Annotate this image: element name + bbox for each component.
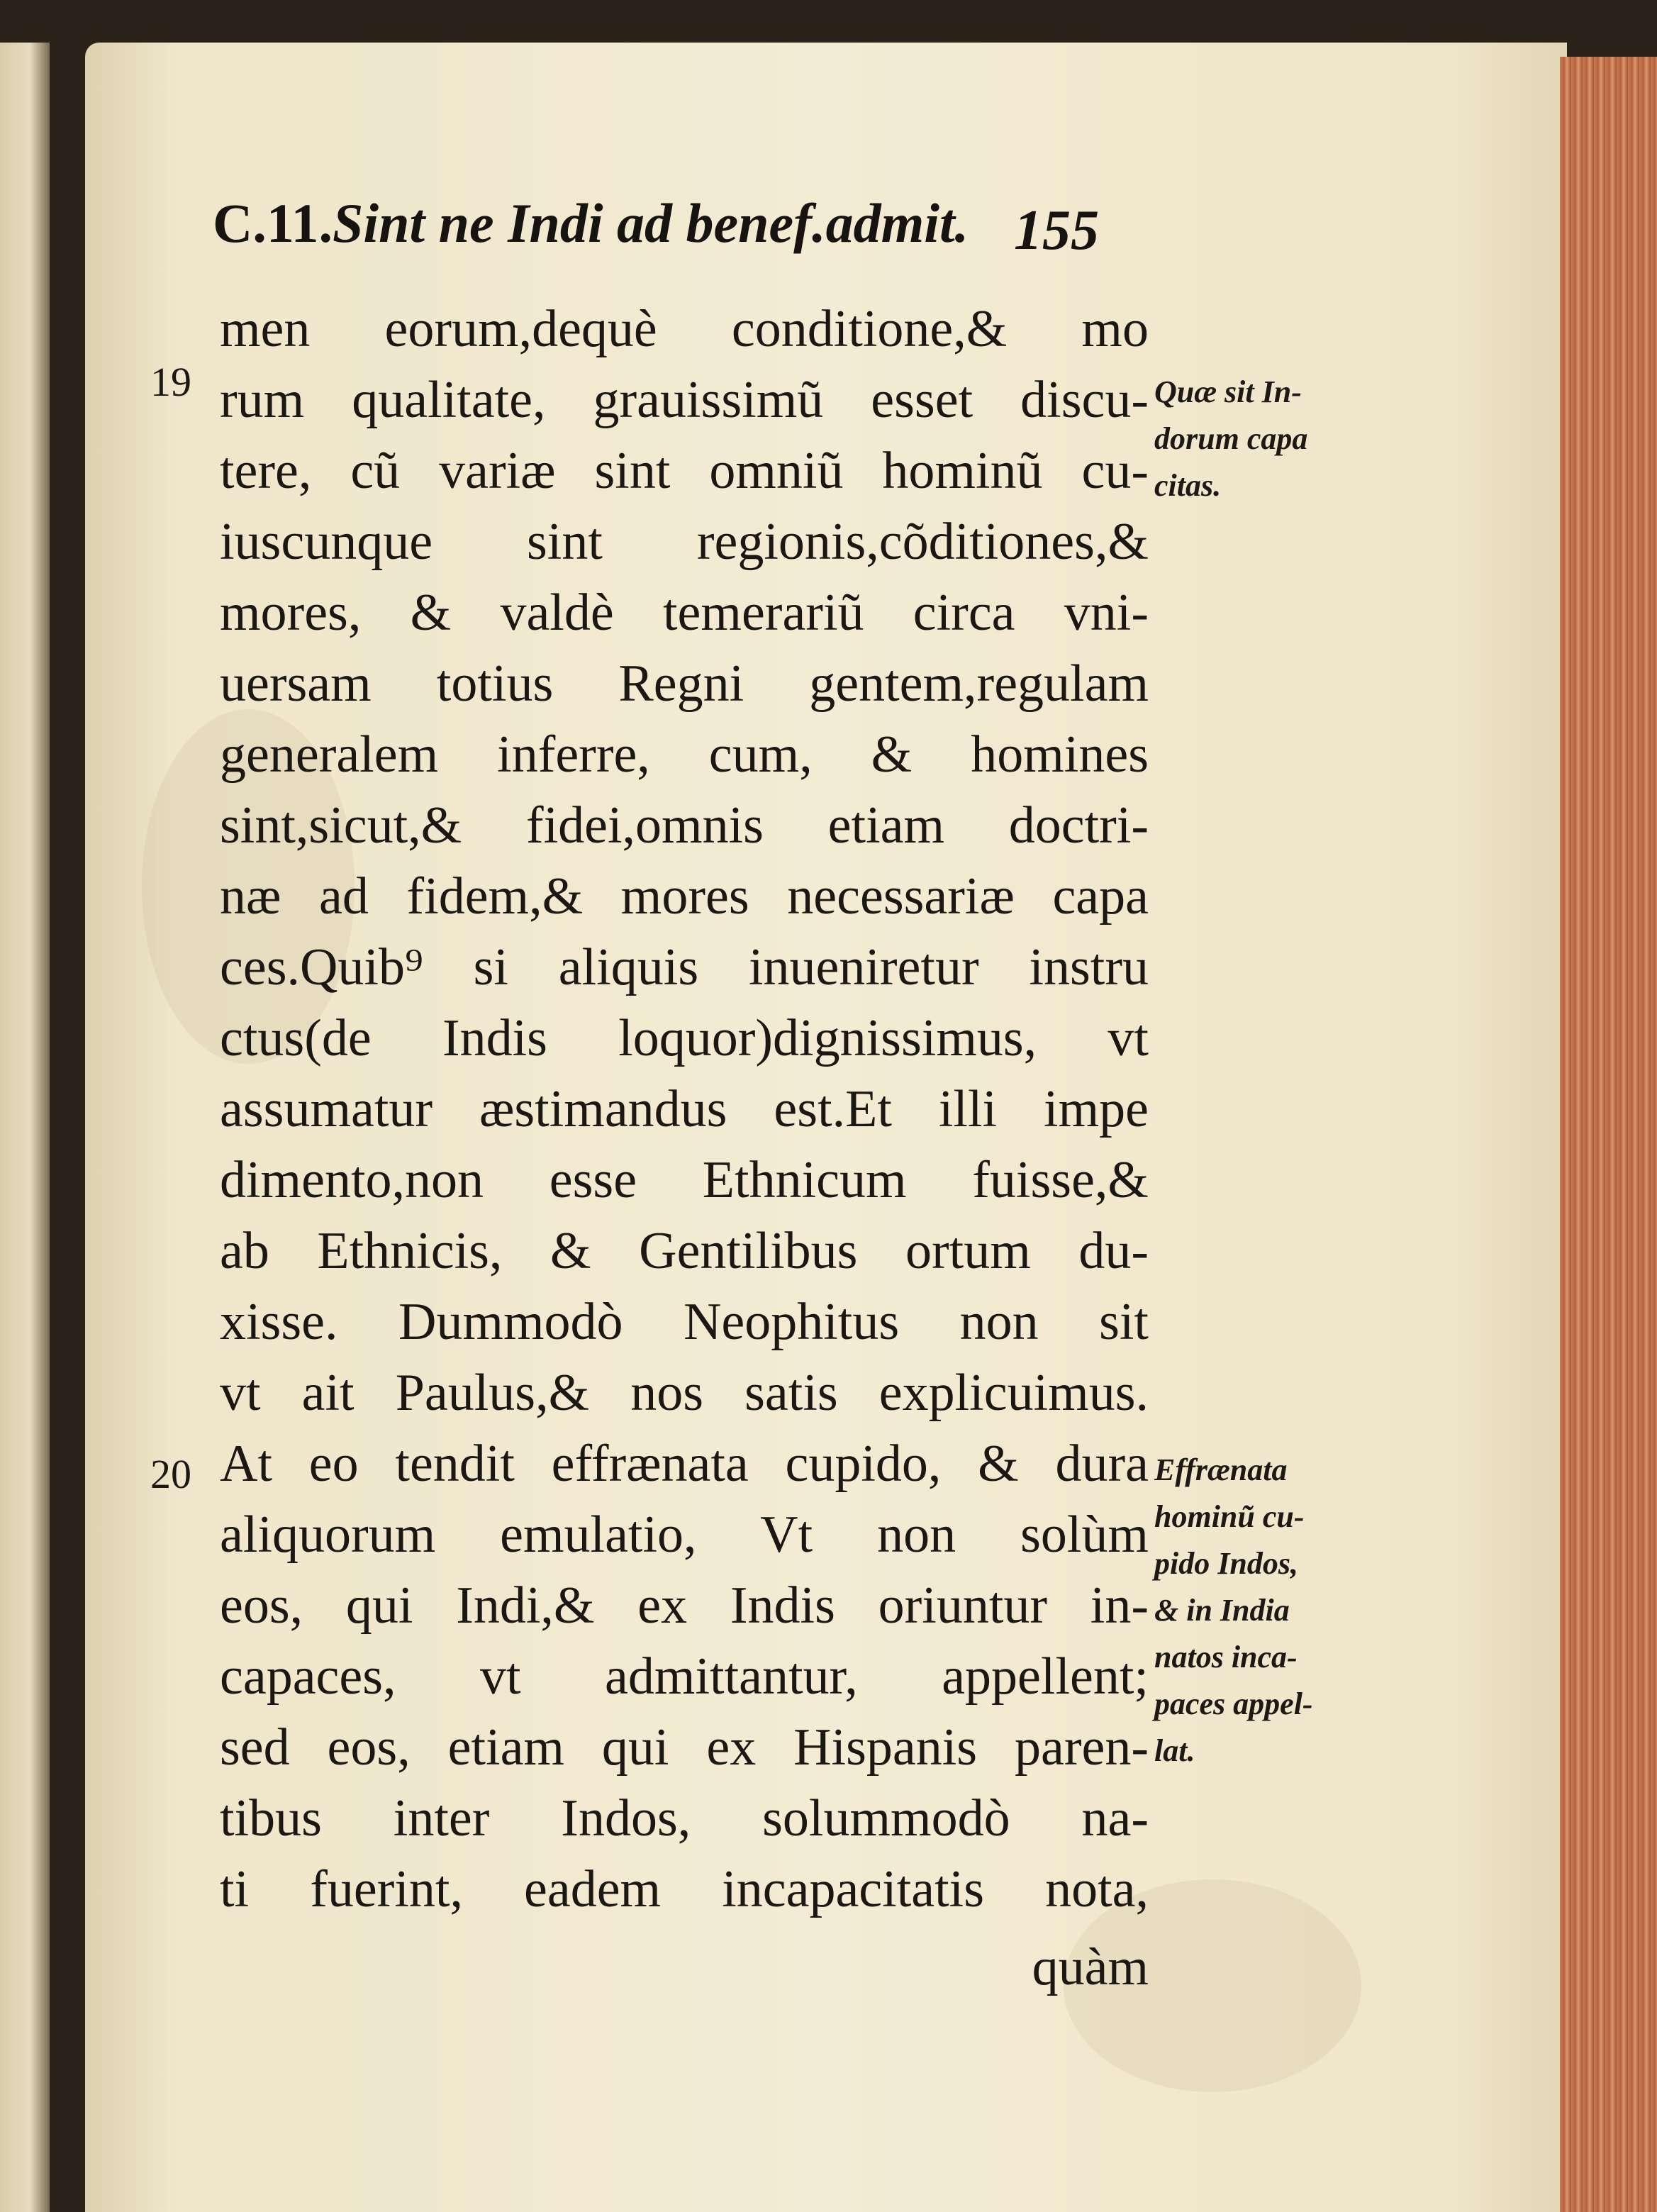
marginal-note-line: hominũ cu- (1154, 1499, 1305, 1534)
body-line: tibus inter Indos, solummodò na- (220, 1789, 1149, 1847)
catchword: quàm (1032, 1938, 1149, 1996)
body-line: næ ad fidem,& mores necessariæ capa (220, 867, 1149, 926)
marginal-note (1154, 369, 1388, 509)
marginal-note-line: citas. (1154, 468, 1222, 503)
body-line: ab Ethnicis, & Gentilibus ortum du- (220, 1222, 1149, 1280)
body-line: sint,sicut,& fidei,omnis etiam doctri- (220, 796, 1149, 855)
body-line: ces.Quib⁹ si aliquis inueniretur instru (220, 938, 1149, 996)
marginal-note-line: pido Indos, (1154, 1546, 1298, 1581)
body-line: eos, qui Indi,& ex Indis oriuntur in- (220, 1577, 1149, 1635)
chapter-number: C.11. (213, 192, 333, 254)
marginal-note-line: & in India (1154, 1593, 1290, 1628)
body-line: iuscunque sint regionis,cõditiones,& (220, 513, 1149, 571)
body-line: capaces, vt admittantur, appellent; (220, 1647, 1149, 1706)
body-line: assumatur æstimandus est.Et illi impe (220, 1080, 1149, 1138)
running-head-title: Sint ne Indi ad benef.admit. (333, 192, 969, 254)
body-line: uersam totius Regni gentem,regulam (220, 655, 1149, 713)
body-line: At eo tendit effrænata cupido, & dura (220, 1435, 1149, 1493)
page-number: 155 (1014, 199, 1099, 262)
facing-page-edge (0, 43, 50, 2212)
body-line: ctus(de Indis loquor)dignissimus, vt (220, 1009, 1149, 1067)
page-block-edge (1560, 57, 1657, 2212)
marginal-note-line: Effrænata (1154, 1452, 1288, 1487)
body-line: xisse. Dummodò Neophitus non sit (220, 1293, 1149, 1351)
body-line: generalem inferre, cum, & homines (220, 726, 1149, 784)
body-line: sed eos, etiam qui ex Hispanis paren- (220, 1718, 1149, 1777)
marginal-note-line: natos inca- (1154, 1640, 1298, 1674)
section-number: 19 (150, 359, 191, 405)
body-line: vt ait Paulus,& nos satis explicuimus. (220, 1364, 1149, 1422)
marginal-note (1154, 1447, 1388, 1774)
body-line: men eorum,dequè conditione,& mo (220, 300, 1149, 358)
body-line: aliquorum emulatio, Vt non solùm (220, 1506, 1149, 1564)
marginal-note-line: lat. (1154, 1733, 1195, 1768)
section-number: 20 (150, 1451, 191, 1497)
body-line: dimento,non esse Ethnicum fuisse,& (220, 1151, 1149, 1209)
marginal-note-line: paces appel- (1154, 1686, 1313, 1721)
body-line: ti fuerint, eadem incapacitatis nota, (220, 1860, 1149, 1918)
marginal-note-line: Quæ sit In- (1154, 374, 1302, 409)
body-line: rum qualitate, grauissimũ esset discu- (220, 371, 1149, 429)
running-head (213, 191, 1134, 269)
body-line: tere, cũ variæ sint omniũ hominũ cu- (220, 442, 1149, 500)
marginal-note-line: dorum capa (1154, 421, 1308, 456)
body-line: mores, & valdè temerariũ circa vni- (220, 584, 1149, 642)
